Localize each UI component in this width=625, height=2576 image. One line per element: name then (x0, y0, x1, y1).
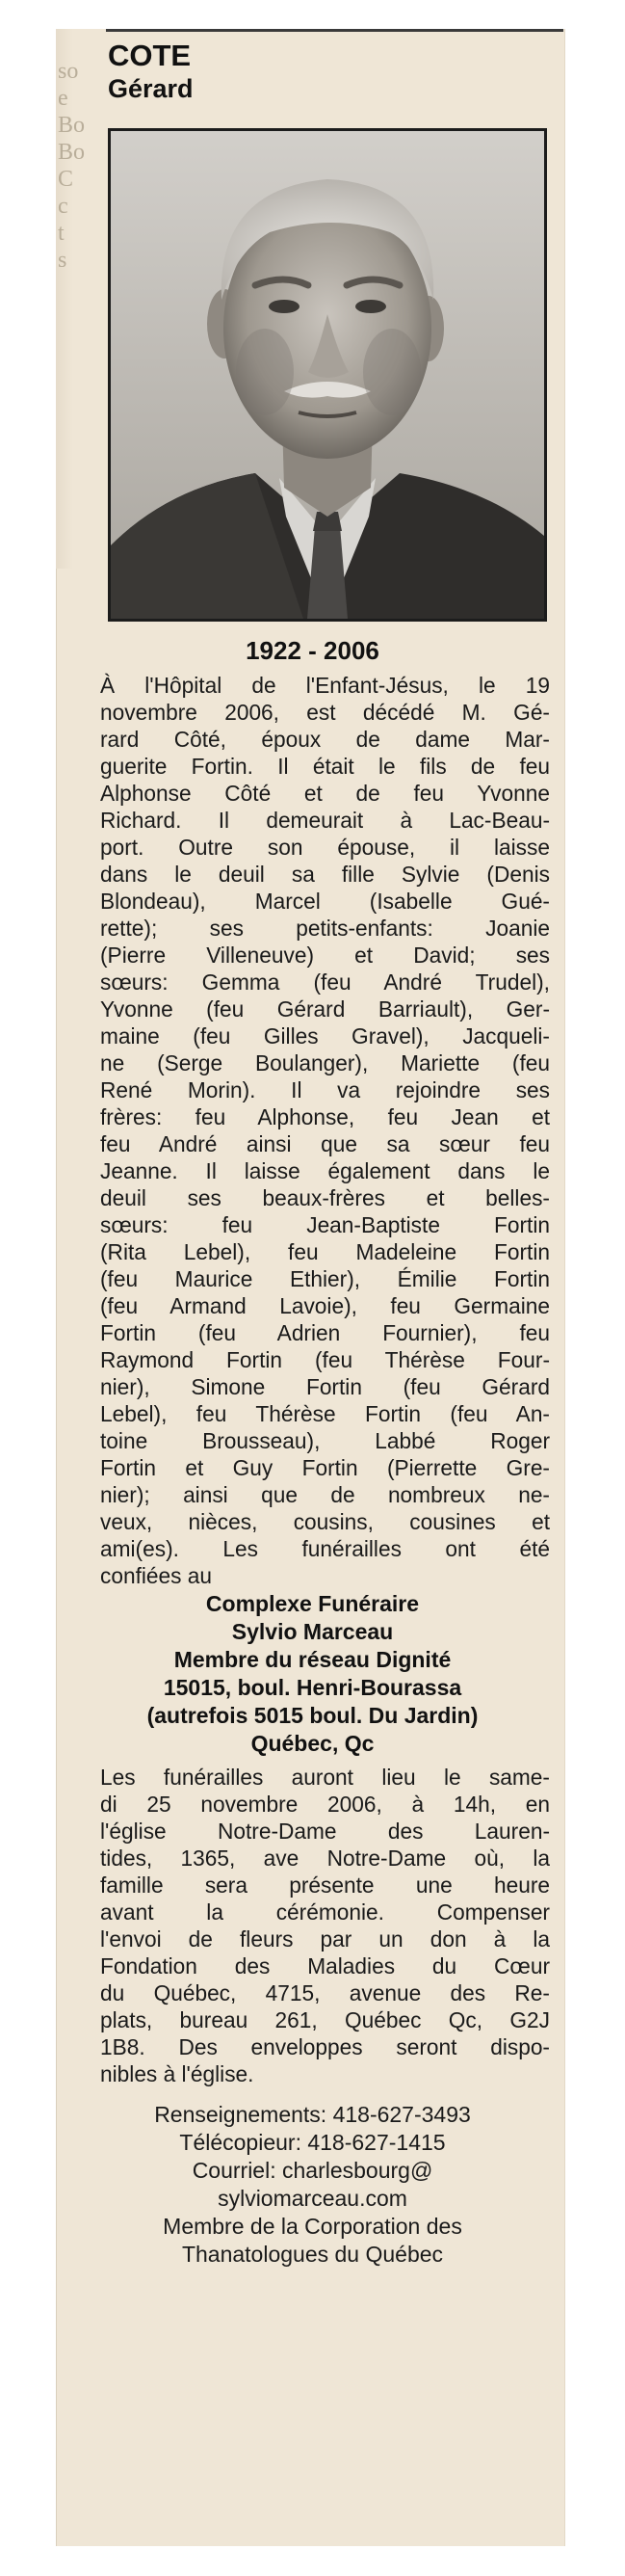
obituary-line: Blondeau), Marcel (Isabelle Gué- (100, 889, 550, 914)
obituary-line: veux, nièces, cousins, cousines et (100, 1509, 550, 1534)
scrap-text: c (58, 194, 68, 219)
service-line: l'église Notre-Dame des Lauren- (100, 1819, 550, 1844)
obituary-line: rette); ses petits-enfants: Joanie (100, 916, 550, 941)
obituary-line: toine Brousseau), Labbé Roger (100, 1428, 550, 1453)
adjacent-column-scraps (58, 58, 87, 274)
obituary-text (100, 672, 550, 1589)
service-line: Fondation des Maladies du Cœur (100, 1953, 550, 1978)
funeral-home-line: Sylvio Marceau (231, 1619, 394, 1644)
service-line: plats, bureau 261, Québec Qc, G2J (100, 2007, 550, 2032)
obituary-line: rard Côté, époux de dame Mar- (100, 727, 550, 752)
scrap-text: s (58, 248, 67, 273)
top-rule (106, 29, 563, 32)
contact-line: sylviomarceau.com (218, 2186, 407, 2211)
service-line: l'envoi de fleurs par un don à la (100, 1926, 550, 1952)
obituary-line: Fortin (feu Adrien Fournier), feu (100, 1320, 550, 1345)
service-line: famille sera présente une heure (100, 1872, 550, 1898)
obituary-line: guerite Fortin. Il était le fils de feu (100, 754, 550, 779)
service-line: avant la cérémonie. Compenser (100, 1899, 550, 1925)
contact-line: Thanatologues du Québec (181, 2242, 444, 2267)
scrap-text: C (58, 167, 74, 192)
obituary-line: Lebel), feu Thérèse Fortin (feu An- (100, 1401, 550, 1426)
obituary-line: Alphonse Côté et de feu Yvonne (100, 781, 550, 806)
obituary-line: (Pierre Villeneuve) et David; ses (100, 943, 550, 968)
service-line: Les funérailles auront lieu le same- (100, 1765, 550, 1790)
obituary-line: ne (Serge Boulanger), Mariette (feu (100, 1050, 550, 1076)
portrait-image (111, 131, 544, 619)
obituary-line: (Rita Lebel), feu Madeleine Fortin (100, 1239, 550, 1264)
funeral-home-line: 15015, boul. Henri-Bourassa (163, 1675, 462, 1700)
obituary-line: À l'Hôpital de l'Enfant-Jésus, le 19 (100, 673, 550, 698)
service-line: tides, 1365, ave Notre-Dame où, la (100, 1846, 550, 1871)
service-line: 1B8. Des enveloppes seront dispo- (100, 2034, 550, 2059)
contact-line: Courriel: charlesbourg@ (192, 2158, 433, 2183)
obituary-line: frères: feu Alphonse, feu Jean et (100, 1104, 550, 1129)
funeral-home-block (0, 1590, 625, 1758)
funeral-service-text (100, 1764, 550, 2087)
obituary-line: port. Outre son épouse, il laisse (100, 835, 550, 860)
scrap-text: t (58, 221, 65, 246)
obituary-line: Raymond Fortin (feu Thérèse Four- (100, 1347, 550, 1372)
contact-line: Télécopieur: 418-627-1415 (179, 2130, 446, 2155)
life-years: 1922 - 2006 (246, 636, 379, 665)
obituary-line: Jeanne. Il laisse également dans le (100, 1158, 550, 1183)
service-line: du Québec, 4715, avenue des Re- (100, 1980, 550, 2005)
obituary-line: maine (feu Gilles Gravel), Jacqueli- (100, 1023, 550, 1049)
funeral-home-line: (autrefois 5015 boul. Du Jardin) (146, 1703, 479, 1728)
funeral-home-line: Québec, Qc (250, 1731, 375, 1756)
funeral-home-line: Membre du réseau Dignité (173, 1647, 452, 1672)
surname: COTE (108, 39, 192, 72)
portrait-photo (108, 128, 547, 622)
obituary-line: René Morin). Il va rejoindre ses (100, 1077, 550, 1102)
obituary-line: feu André ainsi que sa sœur feu (100, 1131, 550, 1156)
obituary-line: nier); ainsi que de nombreux ne- (100, 1482, 550, 1507)
scrap-text: e (58, 86, 68, 111)
obituary-line: sœurs: Gemma (feu André Trudel), (100, 969, 550, 995)
obituary-line: nier), Simone Fortin (feu Gérard (100, 1374, 550, 1399)
obituary-line: (feu Armand Lavoie), feu Germaine (100, 1293, 550, 1318)
scrap-text: Bo (58, 113, 86, 138)
service-line: nibles à l'église. (100, 2061, 254, 2086)
contact-line: Membre de la Corporation des (163, 2214, 462, 2239)
obituary-line: Richard. Il demeurait à Lac-Beau- (100, 808, 550, 833)
obituary-line: Fortin et Guy Fortin (Pierrette Gre- (100, 1455, 550, 1480)
obituary-line: confiées au (100, 1563, 213, 1588)
obituary-line: deuil ses beaux-frères et belles- (100, 1185, 550, 1210)
obituary-line: sœurs: feu Jean-Baptiste Fortin (100, 1212, 550, 1237)
obituary-line: ami(es). Les funérailles ont été (100, 1536, 550, 1561)
funeral-home-line: Complexe Funéraire (205, 1591, 420, 1616)
obituary-line: (feu Maurice Ethier), Émilie Fortin (100, 1266, 550, 1291)
service-line: di 25 novembre 2006, à 14h, en (100, 1792, 550, 1817)
scrap-text: so (58, 59, 79, 84)
obituary-line: novembre 2006, est décédé M. Gé- (100, 700, 550, 725)
obituary-line: Yvonne (feu Gérard Barriault), Ger- (100, 996, 550, 1022)
scrap-text: Bo (58, 140, 86, 165)
contact-block (0, 2101, 625, 2269)
obituary-line: dans le deuil sa fille Sylvie (Denis (100, 862, 550, 887)
firstname: Gérard (108, 74, 194, 103)
contact-line: Renseignements: 418-627-3493 (154, 2102, 471, 2127)
